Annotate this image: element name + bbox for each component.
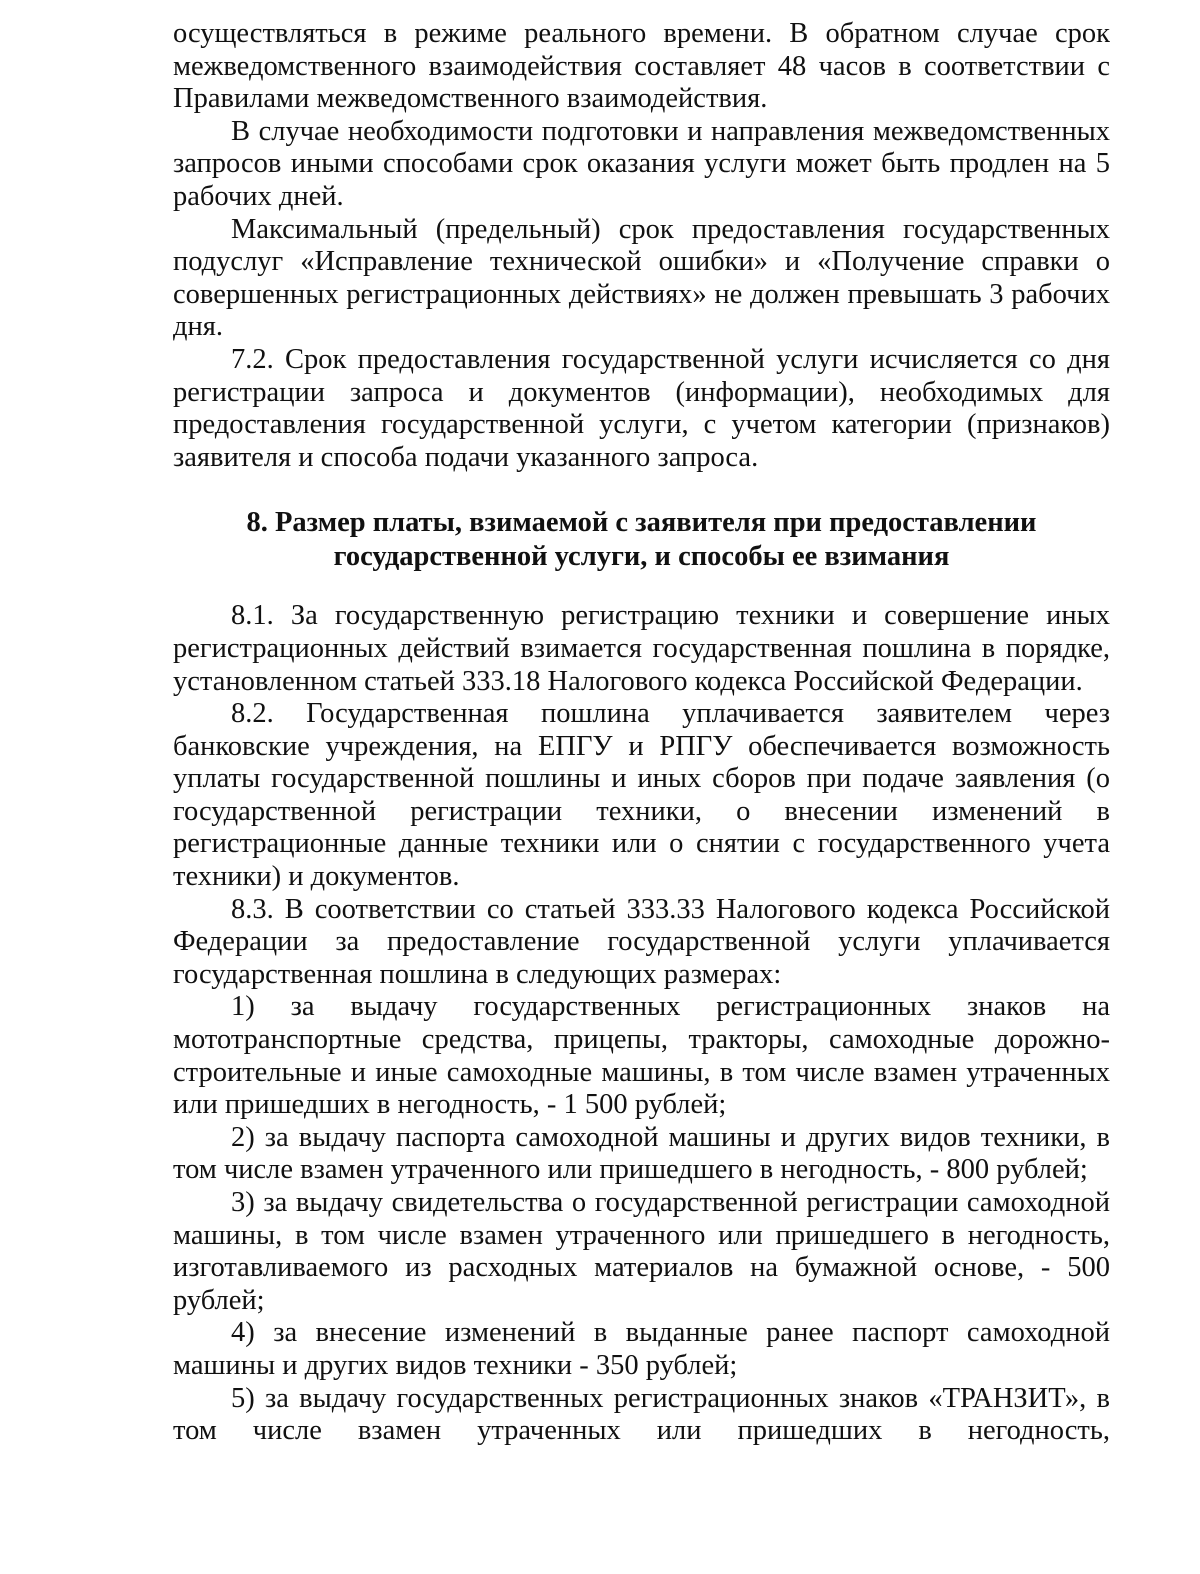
section-heading-8: 8. Размер платы, взимаемой с заявителя при предоставлении государственной услуги, и способы ее взимания [246,507,1037,573]
list-item-3: 3) за выдачу свидетельства о государственной регистрации самоходной машины, в том числе взамен утраченного или пришедшего в негодность, изготавливаемого из расходных материалов на бумажной основе, - 500 рублей; [173,1187,1110,1316]
list-item-1: 1) за выдачу государственных регистрационных знаков на мототранспортные средства, прицепы, тракторы, самоходные дорожно-строительные и иные самоходные машины, в том числе взамен утраченных или пришедших в негодность, - 1 500 рублей; [173,991,1110,1121]
list-item-4: 4) за внесение изменений в выданные ранее паспорт самоходной машины и других видов техники - 350 рублей; [173,1317,1110,1381]
document-body [173,18,1110,1448]
paragraph-extension-5-days: В случае необходимости подготовки и направления межведомственных запросов иными способами срок оказания услуги может быть продлен на 5 рабочих дней. [173,115,1110,212]
paragraph-8-3: 8.3. В соответствии со статьей 333.33 Налогового кодекса Российской Федерации за предоставление государственной услуги уплачивается государственная пошлина в следующих размерах: [173,893,1110,990]
paragraph-max-term: Максимальный (предельный) срок предоставления государственных подуслуг «Исправление технической ошибки» и «Получение справки о совершенных регистрационных действиях» не должен превышать 3 рабочих дня. [173,213,1110,343]
paragraph-7-2: 7.2. Срок предоставления государственной услуги исчисляется со дня регистрации запроса и документов (информации), необходимых для предоставления государственной услуги, с учетом категории (признаков) заявителя и способа подачи указанного запроса. [173,343,1110,473]
paragraph-8-1: 8.1. За государственную регистрацию техники и совершение иных регистрационных действий взимается государственная пошлина в порядке, установленном статьей 333.18 Налогового кодекса Российской Федерации. [173,600,1110,697]
paragraph-continuation: осуществляться в режиме реального времени. В обратном случае срок межведомственного взаимодействия составляет 48 часов в соответствии с Правилами межведомственного взаимодействия. [173,18,1110,115]
paragraph-8-2: 8.2. Государственная пошлина уплачивается заявителем через банковские учреждения, на ЕПГУ и РПГУ обеспечивается возможность уплаты государственной пошлины и иных сборов при подаче заявления (о государственной регистрации техники, о внесении изменений в регистрационные данные техники или о снятии с государственного учета техники) и документов. [173,698,1110,893]
list-item-2: 2) за выдачу паспорта самоходной машины и других видов техники, в том числе взамен утраченного или пришедшего в негодность, - 800 рублей; [173,1121,1110,1186]
list-item-5: 5) за выдачу государственных регистрационных знаков «ТРАНЗИТ», в том числе взамен утраченных или пришедших в негодность, [173,1382,1110,1447]
